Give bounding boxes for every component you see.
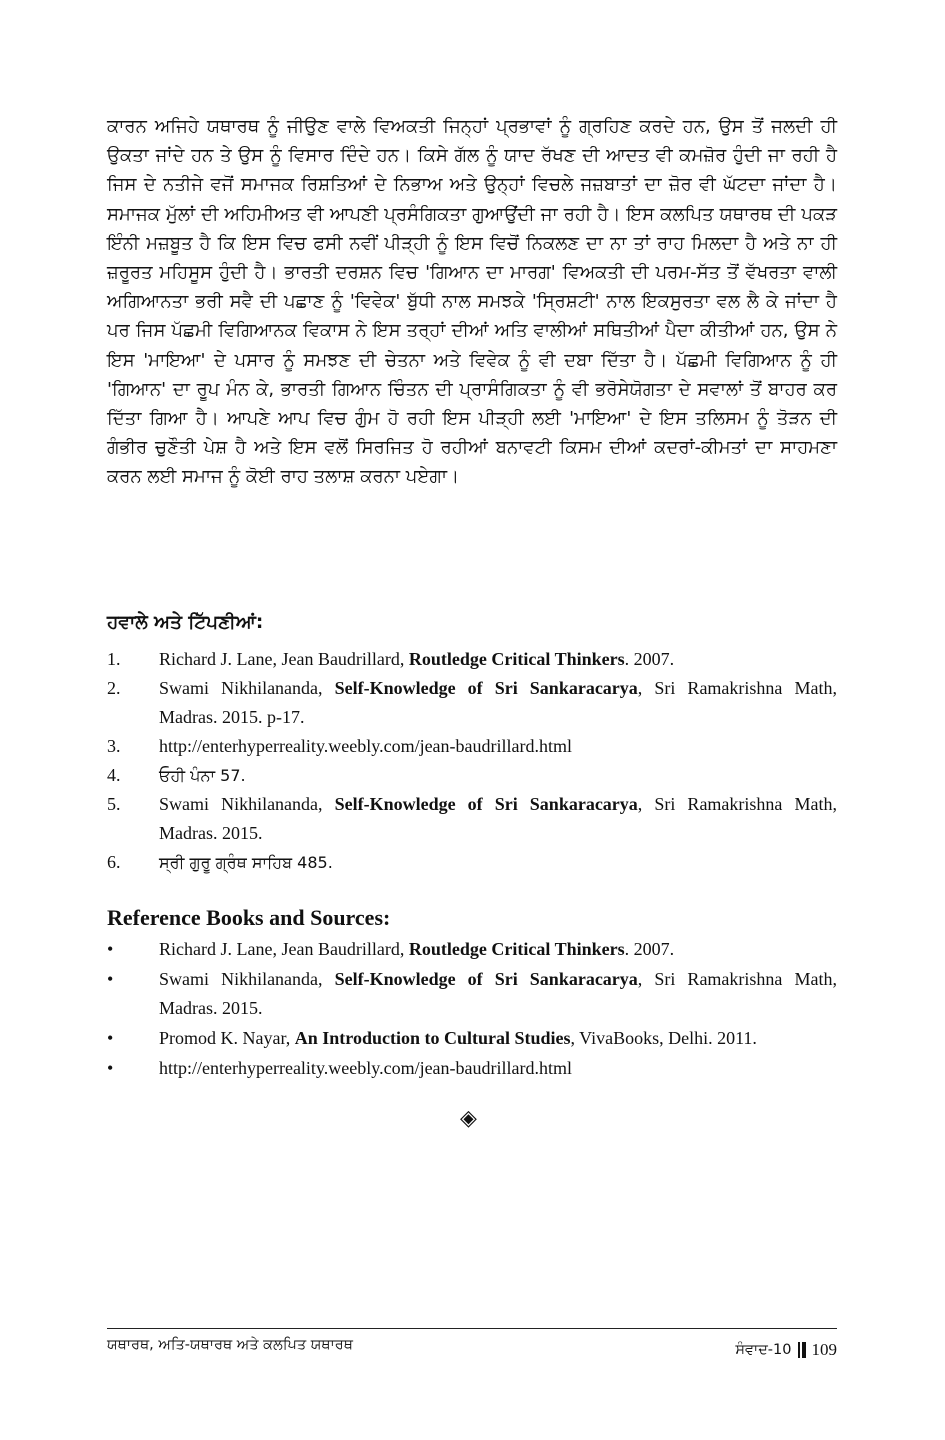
source-text: Swami Nikhilananda,: [159, 969, 335, 989]
section-end-ornament-icon: ◈: [460, 1106, 477, 1131]
source-text: Richard J. Lane, Jean Baudrillard,: [159, 939, 409, 959]
running-title: ਯਥਾਰਥ, ਅਤਿ-ਯਥਾਰਥ ਅਤੇ ਕਲਪਿਤ ਯਥਾਰਥ: [107, 1337, 353, 1353]
note-title: Routledge Critical Thinkers: [408, 649, 625, 669]
note-item: [107, 674, 837, 732]
note-number: 6.: [107, 852, 121, 872]
note-number: 1.: [107, 649, 121, 669]
footer-folio: [735, 1340, 837, 1360]
note-item: [107, 761, 837, 790]
note-item: [107, 790, 837, 848]
notes-list: [107, 645, 837, 877]
note-text-after: , Sri Ramakrishna Math, Madras. 2015.: [159, 794, 837, 843]
note-text: ਓਹੀ ਪੰਨਾ 57.: [159, 766, 246, 785]
source-title: Self-Knowledge of Sri Sankaracarya: [334, 969, 638, 989]
note-item: [107, 848, 837, 877]
source-text-after: , Sri Ramakrishna Math, Madras. 2015.: [159, 969, 837, 1018]
notes-heading: ਹਵਾਲੇ ਅਤੇ ਟਿੱਪਣੀਆਂ:: [107, 612, 264, 633]
note-title: Self-Knowledge of Sri Sankaracarya: [334, 794, 638, 814]
note-text-after: . 2007.: [624, 649, 675, 669]
footer-divider: [107, 1328, 837, 1329]
source-text: Promod K. Nayar,: [159, 1028, 295, 1048]
sources-heading: Reference Books and Sources:: [107, 905, 391, 930]
bullet: •: [107, 969, 114, 989]
source-item: [107, 1054, 837, 1083]
note-text: ਸ੍ਰੀ ਗੁਰੂ ਗ੍ਰੰਥ ਸਾਹਿਬ 485.: [159, 853, 333, 872]
source-item: [107, 1024, 837, 1053]
note-link: http://enterhyperreality.weebly.com/jean-baudrillard.html: [159, 736, 573, 756]
source-link: http://enterhyperreality.weebly.com/jean-baudrillard.html: [159, 1058, 573, 1078]
source-title: An Introduction to Cultural Studies: [294, 1028, 571, 1048]
note-text: Swami Nikhilananda,: [159, 794, 335, 814]
page-number: 109: [811, 1340, 837, 1359]
note-number: 4.: [107, 765, 121, 785]
source-item: [107, 965, 837, 1023]
sources-list: [107, 935, 837, 1084]
source-title: Routledge Critical Thinkers: [408, 939, 625, 959]
bullet: •: [107, 1058, 114, 1078]
note-item: [107, 645, 837, 674]
series-label: ਸੰਵਾਦ-10: [735, 1342, 792, 1358]
note-text-after: , Sri Ramakrishna Math, Madras. 2015. p-17.: [159, 678, 837, 727]
note-item: [107, 732, 837, 761]
note-number: 3.: [107, 736, 121, 756]
folio-bars-icon: [798, 1342, 806, 1358]
note-number: 5.: [107, 794, 121, 814]
note-text: Swami Nikhilananda,: [159, 678, 335, 698]
note-title: Self-Knowledge of Sri Sankaracarya: [334, 678, 638, 698]
bullet: •: [107, 1028, 114, 1048]
source-text-after: , VivaBooks, Delhi. 2011.: [570, 1028, 757, 1048]
note-text: Richard J. Lane, Jean Baudrillard,: [159, 649, 409, 669]
note-number: 2.: [107, 678, 121, 698]
body-paragraph: ਕਾਰਨ ਅਜਿਹੇ ਯਥਾਰਥ ਨੂੰ ਜੀਉਣ ਵਾਲੇ ਵਿਅਕਤੀ ਜਿਨ੍ਹਾਂ ਪ੍ਰਭਾਵਾਂ ਨੂੰ ਗ੍ਰਹਿਣ ਕਰਦੇ ਹਨ, ਉਸ ਤੋਂ ਜਲਦੀ ਹੀ ਉਕਤਾ ਜਾਂਦੇ ਹਨ ਤੇ ਉਸ ਨੂੰ ਵਿਸਾਰ ਦਿੰਦੇ ਹਨ। ਕਿਸੇ ਗੱਲ ਨੂੰ ਯਾਦ ਰੱਖਣ ਦੀ ਆਦਤ ਵੀ ਕਮਜ਼ੋਰ ਹੁੰਦੀ ਜਾ ਰਹੀ ਹੈ ਜਿਸ ਦੇ ਨਤੀਜੇ ਵਜੋਂ ਸਮਾਜਕ ਰਿਸ਼ਤਿਆਂ ਦੇ ਨਿਭਾਅ ਅਤੇ ਉਨ੍ਹਾਂ ਵਿਚਲੇ ਜਜ਼ਬਾਤਾਂ ਦਾ ਜ਼ੋਰ ਵੀ ਘੱਟਦਾ ਜਾਂਦਾ ਹੈ। ਸਮਾਜਕ ਮੁੱਲਾਂ ਦੀ ਅਹਿਮੀਅਤ ਵੀ ਆਪਣੀ ਪ੍ਰਸੰਗਿਕਤਾ ਗੁਆਉਂਦੀ ਜਾ ਰਹੀ ਹੈ। ਇਸ ਕਲਪਿਤ ਯਥਾਰਥ ਦੀ ਪਕੜ ਇੰਨੀ ਮਜ਼ਬੂਤ ਹੈ ਕਿ ਇਸ ਵਿਚ ਫਸੀ ਨਵੀਂ ਪੀੜ੍ਹੀ ਨੂੰ ਇਸ ਵਿਚੋਂ ਨਿਕਲਣ ਦਾ ਨਾ ਤਾਂ ਰਾਹ ਮਿਲਦਾ ਹੈ ਅਤੇ ਨਾ ਹੀ ਜ਼ਰੂਰਤ ਮਹਿਸੂਸ ਹੁੰਦੀ ਹੈ। ਭਾਰਤੀ ਦਰਸ਼ਨ ਵਿਚ 'ਗਿਆਨ ਦਾ ਮਾਰਗ' ਵਿਅਕਤੀ ਦੀ ਪਰਮ-ਸੱਤ ਤੋਂ ਵੱਖਰਤਾ ਵਾਲੀ ਅਗਿਆਨਤਾ ਭਰੀ ਸਵੈ ਦੀ ਪਛਾਣ ਨੂੰ 'ਵਿਵੇਕ' ਬੁੱਧੀ ਨਾਲ ਸਮਝਕੇ 'ਸ੍ਰਿਸ਼ਟੀ' ਨਾਲ ਇਕਸੁਰਤਾ ਵਲ ਲੈ ਕੇ ਜਾਂਦਾ ਹੈ ਪਰ ਜਿਸ ਪੱਛਮੀ ਵਿਗਿਆਨਕ ਵਿਕਾਸ ਨੇ ਇਸ ਤਰ੍ਹਾਂ ਦੀਆਂ ਅਤਿ ਵਾਲੀਆਂ ਸਥਿਤੀਆਂ ਪੈਦਾ ਕੀਤੀਆਂ ਹਨ, ਉਸ ਨੇ ਇਸ 'ਮਾਇਆ' ਦੇ ਪਸਾਰ ਨੂੰ ਸਮਝਣ ਦੀ ਚੇਤਨਾ ਅਤੇ ਵਿਵੇਕ ਨੂੰ ਵੀ ਦਬਾ ਦਿੱਤਾ ਹੈ। ਪੱਛਮੀ ਵਿਗਿਆਨ ਨੂੰ ਹੀ 'ਗਿਆਨ' ਦਾ ਰੂਪ ਮੰਨ ਕੇ, ਭਾਰਤੀ ਗਿਆਨ ਚਿੰਤਨ ਦੀ ਪ੍ਰਾਸੰਗਿਕਤਾ ਨੂੰ ਵੀ ਭਰੋਸੇਯੋਗਤਾ ਦੇ ਸਵਾਲਾਂ ਤੋਂ ਬਾਹਰ ਕਰ ਦਿੱਤਾ ਗਿਆ ਹੈ। ਆਪਣੇ ਆਪ ਵਿਚ ਗੁੰਮ ਹੋ ਰਹੀ ਇਸ ਪੀੜ੍ਹੀ ਲਈ 'ਮਾਇਆ' ਦੇ ਇਸ ਤਲਿਸਮ ਨੂੰ ਤੋੜਨ ਦੀ ਗੰਭੀਰ ਚੁਣੌਤੀ ਪੇਸ਼ ਹੈ ਅਤੇ ਇਸ ਵਲੋਂ ਸਿਰਜਿਤ ਹੋ ਰਹੀਆਂ ਬਨਾਵਟੀ ਕਿਸਮ ਦੀਆਂ ਕਦਰਾਂ-ਕੀਮਤਾਂ ਦਾ ਸਾਹਮਣਾ ਕਰਨ ਲਈ ਸਮਾਜ ਨੂੰ ਕੋਈ ਰਾਹ ਤਲਾਸ਼ ਕਰਨਾ ਪਏਗਾ।: [107, 116, 837, 488]
source-item: [107, 935, 837, 964]
bullet: •: [107, 939, 114, 959]
source-text-after: . 2007.: [624, 939, 675, 959]
